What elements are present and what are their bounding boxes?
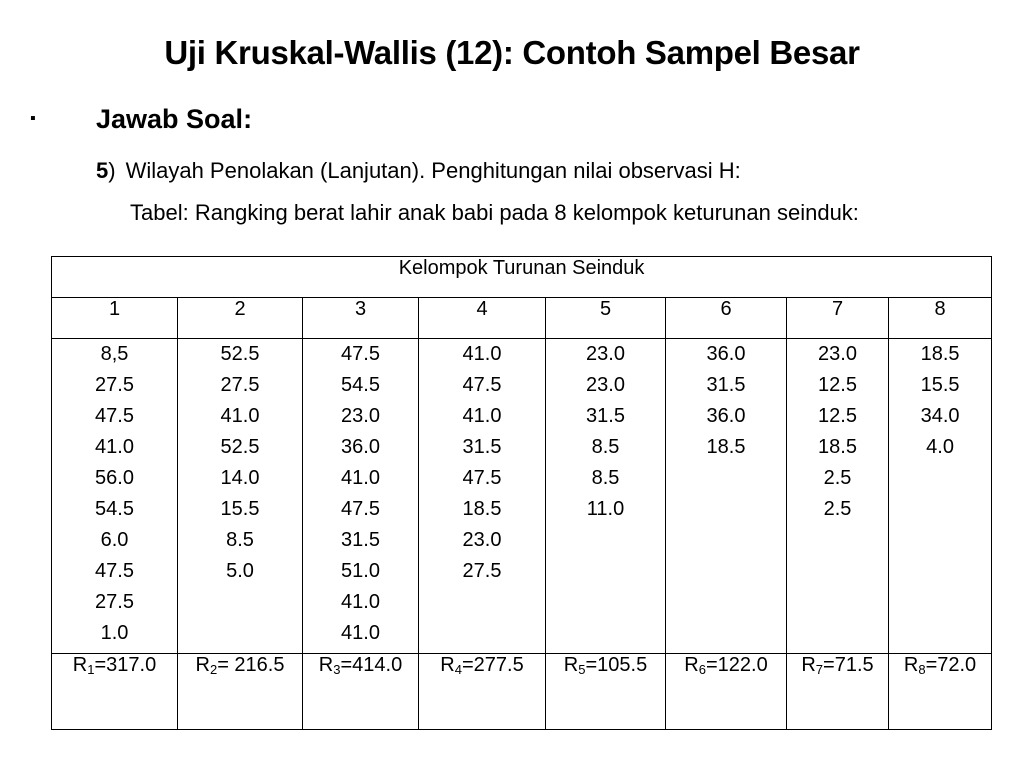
rank-value: 15.5 — [220, 498, 260, 520]
rank-value: 11.0 — [586, 498, 625, 520]
rank-value: 18.5 — [462, 498, 502, 520]
rank-value: 8.5 — [591, 436, 620, 458]
group-number: 7 — [787, 298, 889, 339]
rank-sum-row — [52, 654, 992, 730]
rank-sum-index: 8 — [918, 662, 926, 677]
rank-value: 23.0 — [341, 405, 380, 427]
rank-value: 47.5 — [341, 343, 380, 365]
rank-value: 27.5 — [220, 374, 260, 396]
rank-value: 36.0 — [706, 343, 746, 365]
bullet-square-icon: ▪ — [30, 110, 36, 127]
rank-table — [51, 256, 992, 730]
rank-sum-index: 3 — [333, 662, 341, 677]
rank-sum-symbol: R — [684, 654, 699, 676]
rank-value: 41.0 — [462, 405, 502, 427]
rank-value: 41.0 — [341, 622, 380, 644]
group-rank-cell — [787, 339, 889, 654]
group-rank-cell — [178, 339, 303, 654]
section-heading: Jawab Soal: — [96, 104, 253, 134]
group-rank-cell — [889, 339, 992, 654]
rank-sum-value: =105.5 — [585, 654, 648, 676]
rank-sum-symbol: R — [801, 654, 816, 676]
group-rank-cell — [303, 339, 419, 654]
rank-value: 41.0 — [341, 467, 380, 489]
rank-sum-symbol: R — [903, 654, 919, 676]
rank-value: 27.5 — [462, 560, 502, 582]
rank-value: 2.5 — [823, 498, 852, 520]
rank-value: 23.0 — [586, 374, 625, 396]
rank-value: 18.5 — [818, 436, 857, 458]
rank-sum-value: =122.0 — [705, 654, 768, 676]
rank-sum — [666, 654, 787, 730]
rank-value: 54.5 — [341, 374, 380, 396]
point-number: 5) — [96, 158, 116, 183]
rank-value: 52.5 — [220, 343, 260, 365]
rank-value: 41.0 — [95, 436, 134, 458]
group-number: 3 — [303, 298, 419, 339]
rank-value: 41.0 — [462, 343, 502, 365]
rank-sum-symbol: R — [318, 654, 334, 676]
group-rank-cell — [52, 339, 178, 654]
rank-value: 18.5 — [920, 343, 960, 365]
rank-sum-symbol: R — [195, 654, 210, 676]
group-number: 5 — [546, 298, 666, 339]
rank-value: 47.5 — [462, 374, 502, 396]
rank-value: 18.5 — [706, 436, 746, 458]
rank-sum-value: =317.0 — [94, 654, 157, 676]
group-number-row — [52, 298, 992, 339]
point-text: Wilayah Penolakan (Lanjutan). Penghitungan nilai observasi H: — [125, 158, 741, 183]
rank-value: 52.5 — [220, 436, 260, 458]
rank-value: 31.5 — [462, 436, 502, 458]
rank-value: 8.5 — [591, 467, 620, 489]
rank-value: 15.5 — [920, 374, 960, 396]
group-number: 6 — [666, 298, 787, 339]
rank-sum-index: 4 — [454, 662, 462, 677]
rank-sum-value: =277.5 — [461, 654, 524, 676]
rank-sum-index: 6 — [698, 662, 706, 677]
rank-sum-value: =71.5 — [823, 654, 874, 676]
rank-value: 8,5 — [100, 343, 129, 365]
rank-sum — [52, 654, 178, 730]
rank-sum-symbol: R — [72, 654, 88, 676]
rank-value: 47.5 — [462, 467, 502, 489]
rank-sum — [419, 654, 546, 730]
rank-value: 6.0 — [100, 529, 129, 551]
rank-value: 34.0 — [920, 405, 960, 427]
group-number: 1 — [52, 298, 178, 339]
group-rank-cell — [419, 339, 546, 654]
rank-sum — [546, 654, 666, 730]
group-number: 8 — [889, 298, 992, 339]
rank-value: 1.0 — [100, 622, 129, 644]
rank-sum-value: =72.0 — [925, 654, 977, 676]
rank-sum-index: 7 — [815, 662, 824, 677]
rank-value: 47.5 — [341, 498, 380, 520]
rank-sum-index: 5 — [578, 662, 586, 677]
rank-values-row — [52, 339, 992, 654]
rank-sum-value: = 216.5 — [217, 654, 285, 676]
rank-value: 47.5 — [95, 560, 134, 582]
rank-sum-symbol: R — [440, 654, 455, 676]
rank-value: 36.0 — [706, 405, 746, 427]
rank-value: 12.5 — [818, 405, 857, 427]
rank-value: 23.0 — [818, 343, 857, 365]
rank-value: 8.5 — [226, 529, 254, 551]
rank-value: 47.5 — [95, 405, 134, 427]
table-header: Kelompok Turunan Seinduk — [52, 257, 992, 298]
group-number: 2 — [178, 298, 303, 339]
rank-value: 27.5 — [95, 591, 134, 613]
rank-value: 5.0 — [226, 560, 254, 582]
rank-sum-index: 1 — [87, 662, 95, 677]
rank-sum — [787, 654, 889, 730]
rank-value: 31.5 — [706, 374, 746, 396]
group-number: 4 — [419, 298, 546, 339]
rank-value: 56.0 — [95, 467, 134, 489]
rank-value: 2.5 — [823, 467, 852, 489]
rank-value: 23.0 — [462, 529, 502, 551]
rank-value: 12.5 — [818, 374, 857, 396]
table-caption: Tabel: Rangking berat lahir anak babi pada 8 kelompok keturunan seinduk: — [130, 200, 859, 225]
rank-value: 23.0 — [586, 343, 625, 365]
group-rank-cell — [666, 339, 787, 654]
rank-sum — [889, 654, 992, 730]
rank-value: 4.0 — [926, 436, 954, 458]
rank-value: 54.5 — [95, 498, 134, 520]
rank-sum-symbol: R — [563, 654, 579, 676]
slide-title: Uji Kruskal-Wallis (12): Contoh Sampel Besar — [164, 34, 860, 71]
rank-value: 14.0 — [220, 467, 260, 489]
rank-sum-index: 2 — [209, 662, 218, 677]
rank-sum-value: =414.0 — [340, 654, 403, 676]
rank-value: 36.0 — [341, 436, 380, 458]
table-header-row — [52, 257, 992, 298]
rank-value: 41.0 — [341, 591, 380, 613]
rank-value: 51.0 — [341, 560, 380, 582]
rank-value: 27.5 — [95, 374, 134, 396]
group-rank-cell — [546, 339, 666, 654]
rank-value: 31.5 — [341, 529, 380, 551]
point-5 — [96, 158, 741, 184]
rank-sum — [178, 654, 303, 730]
rank-sum — [303, 654, 419, 730]
rank-value: 41.0 — [220, 405, 260, 427]
rank-value: 31.5 — [586, 405, 625, 427]
